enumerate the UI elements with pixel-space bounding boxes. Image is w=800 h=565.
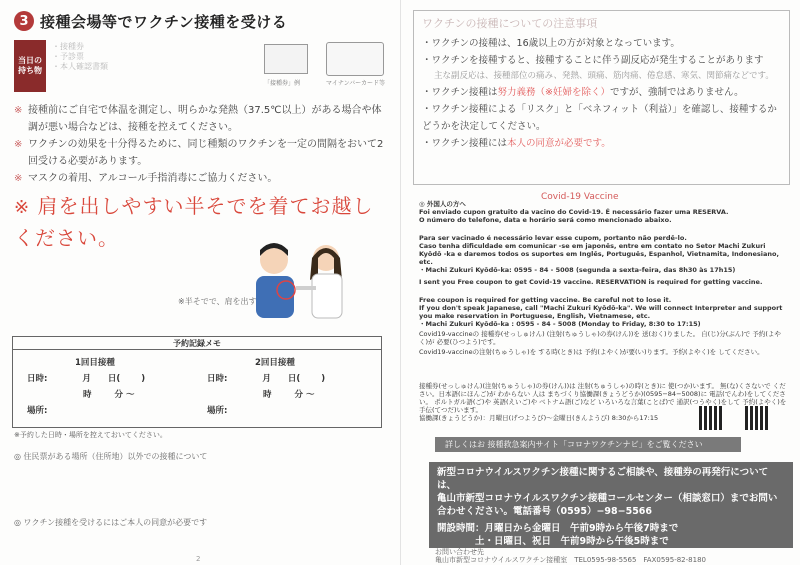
note-mark: ※ [14, 105, 23, 116]
first-dose-place: 場所: [27, 406, 48, 416]
second-dose-place: 場所: [207, 406, 228, 416]
memo-note: ※予約した日時・場所を控えておいてください。 [14, 431, 167, 439]
note-text: ワクチンの効果を十分得るために、同じ種類のワクチンを一定の間隔をおいて2回受ける必要があります。 [28, 139, 384, 167]
memo-first-dose [27, 355, 197, 419]
section-number: 3 [14, 11, 34, 31]
second-dose-title: 2回目接種 [255, 358, 295, 368]
note-mark: ※ [14, 173, 23, 184]
second-dose-time-row: 時 分 〜 [263, 390, 315, 400]
caution-item: ・ワクチン接種は努力義務（※妊婦を除く）ですが、強制ではありません。 [422, 87, 744, 98]
bring-pictures [260, 40, 390, 92]
caution-item: ・ワクチン接種による「リスク」と「ベネフィット（利益）」を確認し、接種するかどうかを決定してください。 [422, 104, 777, 132]
first-dose-time-row: 時 分 〜 [83, 390, 135, 400]
bring-item: ・本人確認書類 [52, 62, 108, 71]
notice-text: 肩を出しやすい半そでを着てお越しください。 [14, 194, 374, 250]
other-address-title: ◎ 住民票がある場所（住所地）以外での接種について [14, 452, 208, 461]
bring-item: ・接種券 [52, 42, 84, 51]
id-card-caption: マイナンバーカード等 [326, 80, 386, 87]
note-item [14, 170, 390, 187]
section-title: 接種会場等でワクチン接種を受ける [40, 12, 288, 31]
note-text: 接種前にご自宅で体温を測定し、明らかな発熱（37.5℃以上）がある場合や体調が悪い場合などは、接種を控えてください。 [28, 105, 382, 133]
notes-list [14, 102, 390, 187]
first-dose-date-row: 日時: 月 日( ) [27, 374, 146, 384]
ticket-image [264, 44, 308, 74]
caution-item: ・ワクチン接種には本人の同意が必要です。 [422, 138, 611, 149]
reservation-memo [12, 336, 382, 428]
note-text: マスクの着用、アルコール手指消毒にご協力ください。 [28, 173, 278, 184]
contact-address: お問い合わせ先 亀山市新型コロナウイルスワクチン接種室 TEL0595-98-5565 FAX0595-82-8180 [435, 548, 706, 564]
bring-items-list [46, 40, 260, 92]
vaccination-illustration [242, 236, 360, 326]
illustration-caption: ※半そでで、肩を出す [178, 297, 257, 306]
vaccine-navi-banner[interactable]: 詳しくはお 接種救急案内サイト「コロナワクチンナビ」をご覧ください [435, 437, 741, 452]
note-item [14, 136, 390, 170]
first-dose-title: 1回目接種 [75, 358, 115, 368]
consent-section [14, 518, 384, 528]
bring-label: 当日の持ち物 [14, 40, 46, 92]
caution-subtext: 主な副反応は、接種部位の痛み、発熱、頭痛、筋肉痛、倦怠感、寒気、関節痛などです。 [434, 71, 774, 81]
section-header [14, 8, 390, 34]
notice-mark: ※ [14, 197, 31, 218]
caution-item: ・ワクチンを接種すると、接種することに伴う副反応が発生することがあります [422, 55, 764, 66]
note-item [14, 102, 390, 136]
note-mark: ※ [14, 139, 23, 150]
bring-items-box [14, 40, 390, 92]
qr-code[interactable] [699, 406, 723, 430]
caution-title: ワクチンの接種についての注意事項 [422, 17, 598, 30]
caution-box [413, 10, 790, 185]
memo-title: 予約記録メモ [13, 337, 381, 350]
consent-title: ◎ ワクチン接種を受けるにはご本人の同意が必要です [14, 518, 208, 527]
foreign-heading: ◎ 外国人の方へ [419, 200, 466, 208]
second-dose-date-row: 日時: 月 日( ) [207, 374, 326, 384]
right-page [400, 0, 800, 565]
call-center-box: 新型コロナウイルスワクチン接種に関するご相談や、接種券の再発行については、 亀山市新型コロナウイルスワクチン接種コールセンター（相談窓口）までお問い合わせください。電話番号（0595）−98−5566 開設時間：月曜日から金曜日 午前9時から午後7時まで 土・日曜日、祝日 午前9時から午後5時まで [429, 462, 793, 548]
caution-item: ・ワクチンの接種は、16歳以上の方が対象となっています。 [422, 38, 680, 49]
ticket-caption: 「接種券」例 [264, 80, 301, 87]
memo-second-dose [207, 355, 377, 419]
id-card-image [326, 42, 384, 76]
foreign-residents-section: ◎ 外国人の方へ Foi enviado cupon gratuito da vacino do Covid-19. É necessário fazer uma RESERVA. O número do telefone, data e horário será como mencionado abaixo. Para ser vacinado é necessário levar esse cupom, portanto não perdê-lo. Caso tenha dificuldade em comunicar -se em japonês, entre em contato no Setor Machi Zukuri Kyōdō -ka e daremos todos os suportes em Inglês, Português, Espanhol, Vietnamita, Indonesiano, etc. ・Machi Zukuri Kyōdō-ka: 0595 - 84 - 5008 (segunda a sexta-feira, das 8h30 às 17h15) I sent you Free coupon to get Covid-19 vaccine. RESERVATION is required for getting vaccine. Free coupon is required for getting vaccine. Be careful not to lose it. If you don't speak Japanese, call "Machi Zukuri Kyōdō-ka". We will connect Interpreter and support you make reservation in Portuguese, English, Vietnamese, etc. ・Machi Zukuri Kyōdō-ka : 0595 - 84 - 5008 (Monday to Friday, 8:30 to 17:15) Covid19-vaccineの 接種券(せっしゅけん) (注射(ちゅうしゃ)の券(けん))を 送(おく)りました。 自(じ)分(ぶん)で 予約(よやく)が 必要(ひつよう)です。 Covid19-vaccineの注射(ちゅうしゃ)を する時(とき)は 予約(よやく)が要(い)ります。予約(よやく)を してください。 接種券(せっしゅけん)(注射(ちゅうしゃ)の券(けん))は 注射(ちゅうしゃ)の時(とき)に 使(つか)います。 無(な)くさないで ください。日本語(にほんご)が わからない 人は まちづくり協働課(きょうどうか)(0595−84−5008)に 電話(でんわ)をしてください。 ポルトガル語(ご)や 英語(えいご)や ベトナム語(ご)など いろいろな言葉(ことば)で 通訳(つうやく)をして 予約(よやく)を 手伝(てつだ)います。 協働課(きょうどうか)：月曜日(げつようび)〜金曜日(きんようび) 8:30から17:15 [419, 200, 789, 422]
covid-vaccine-title: Covid-19 Vaccine [541, 192, 619, 202]
qr-code[interactable] [745, 406, 769, 430]
other-address-section [14, 452, 384, 462]
page-number: 2 [196, 555, 201, 563]
bring-item: ・予診票 [52, 52, 84, 61]
